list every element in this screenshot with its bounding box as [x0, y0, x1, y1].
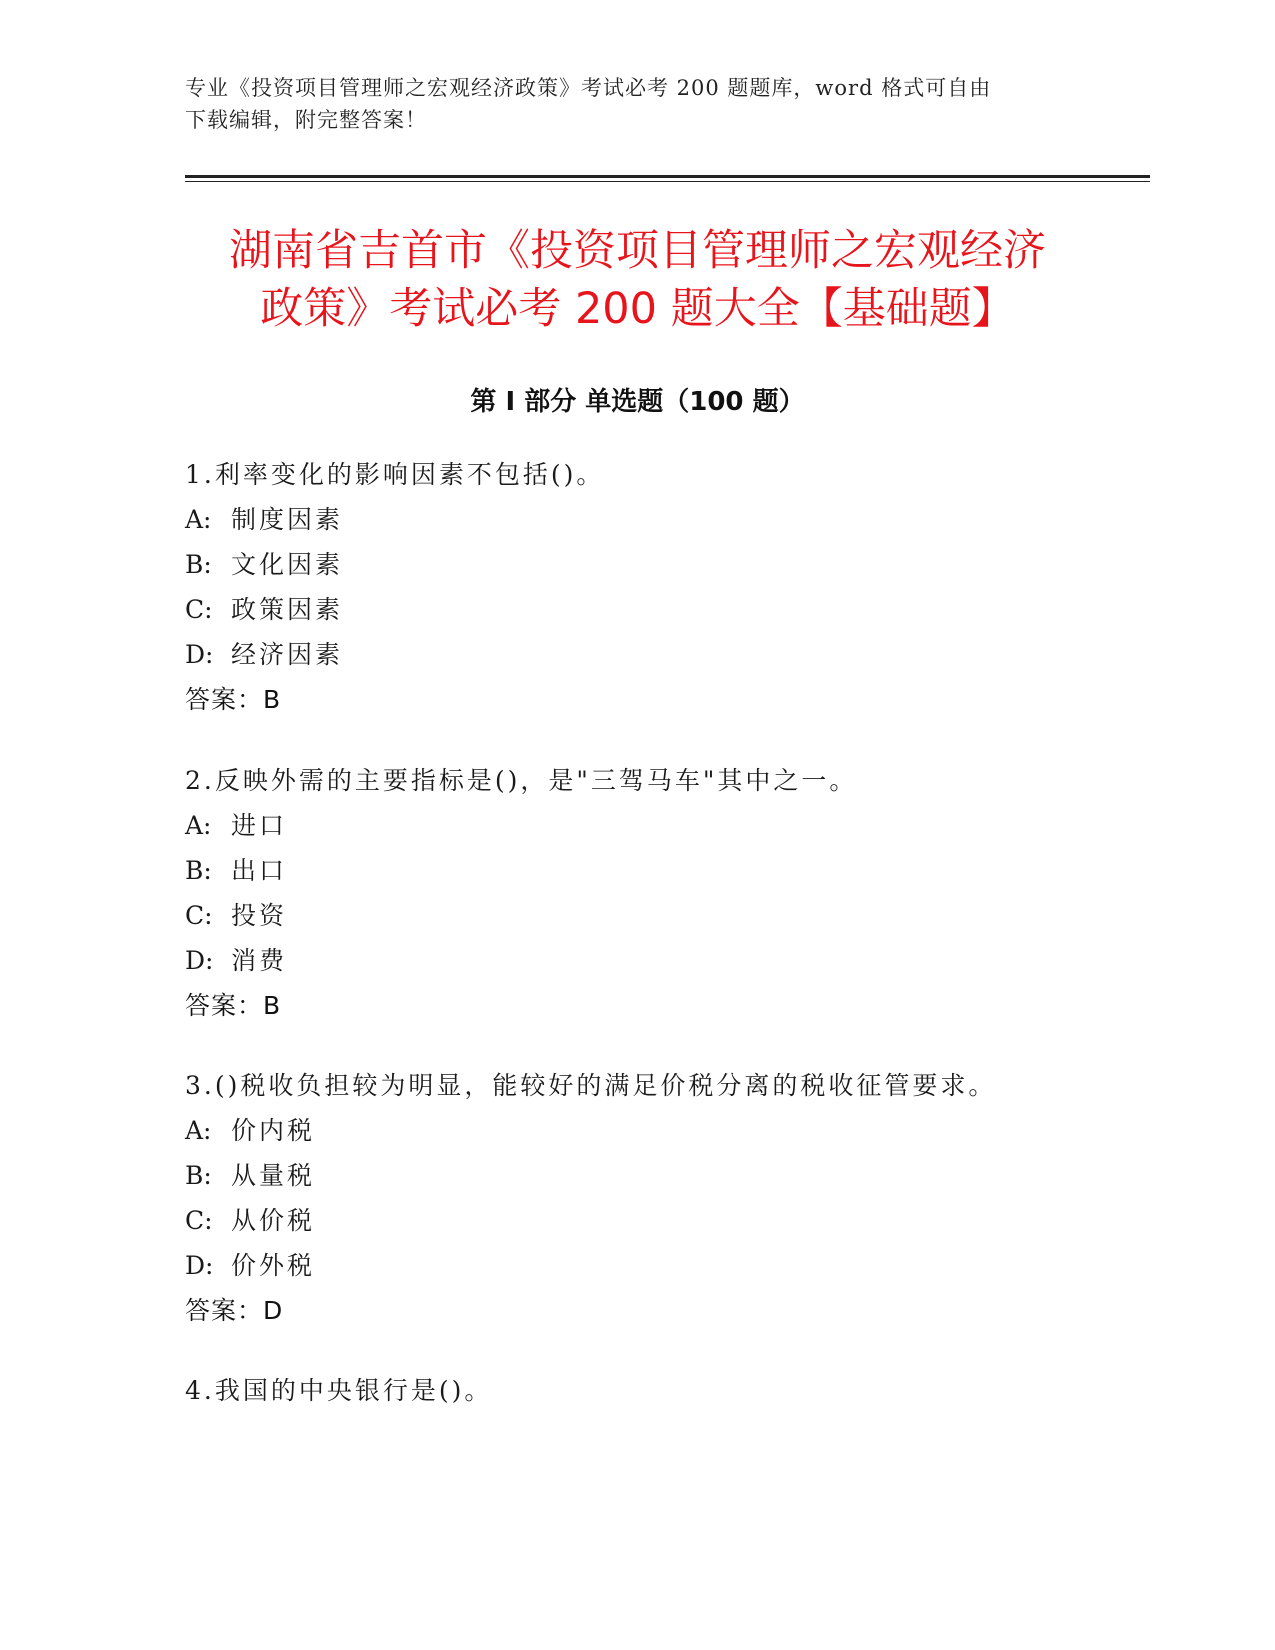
option-a: [185, 803, 1145, 848]
question-stem: 2.反映外需的主要指标是()，是"三驾马车"其中之一。: [185, 766, 858, 795]
option-text: 投资: [231, 901, 288, 930]
option-text: 制度因素: [231, 505, 344, 534]
option-d: [185, 632, 1145, 677]
header-divider-thick: [185, 175, 1150, 178]
option-c: [185, 587, 1145, 632]
option-b: [185, 848, 1145, 893]
option-text: 消费: [231, 946, 288, 975]
question-stem: 4.我国的中央银行是()。: [185, 1376, 493, 1405]
question-1: [185, 452, 1145, 722]
answer: 答案：B: [185, 685, 282, 714]
option-text: 价内税: [231, 1116, 316, 1145]
option-text: 进口: [231, 811, 288, 840]
document-title-line: 政策》考试必考 200 题大全【基础题】: [260, 284, 1015, 334]
question-3: [185, 1063, 1145, 1333]
option-key: A:: [185, 505, 212, 534]
answer: 答案：D: [185, 1296, 284, 1325]
question-2: [185, 758, 1145, 1028]
option-key: B:: [185, 1161, 212, 1190]
option-key: C:: [185, 1206, 213, 1235]
option-text: 经济因素: [231, 640, 344, 669]
option-c: [185, 1198, 1145, 1243]
option-text: 出口: [231, 856, 288, 885]
option-a: [185, 1108, 1145, 1153]
option-key: D:: [185, 640, 214, 669]
option-text: 价外税: [231, 1251, 316, 1280]
header-note-line: 专业《投资项目管理师之宏观经济政策》考试必考 200 题题库，word 格式可自由: [185, 76, 992, 100]
option-text: 政策因素: [231, 595, 344, 624]
option-text: 从价税: [231, 1206, 316, 1235]
option-c: [185, 893, 1145, 938]
option-b: [185, 1153, 1145, 1198]
option-text: 文化因素: [231, 550, 344, 579]
question-4: [185, 1368, 1145, 1413]
option-key: A:: [185, 1116, 212, 1145]
option-key: C:: [185, 901, 213, 930]
option-key: D:: [185, 946, 214, 975]
option-key: B:: [185, 550, 212, 579]
option-key: C:: [185, 595, 213, 624]
option-d: [185, 1243, 1145, 1288]
option-d: [185, 938, 1145, 983]
answer: 答案：B: [185, 991, 282, 1020]
option-text: 从量税: [231, 1161, 316, 1190]
question-stem: 3.()税收负担较为明显，能较好的满足价税分离的税收征管要求。: [185, 1071, 997, 1100]
header-divider-thin: [185, 181, 1150, 182]
option-b: [185, 542, 1145, 587]
option-key: B:: [185, 856, 212, 885]
section-heading: 第 I 部分 单选题（100 题）: [470, 387, 805, 417]
option-key: D:: [185, 1251, 214, 1280]
header-note: [185, 72, 1085, 136]
option-key: A:: [185, 811, 212, 840]
question-stem: 1.利率变化的影响因素不包括()。: [185, 460, 605, 489]
option-a: [185, 497, 1145, 542]
document-title: [150, 222, 1125, 338]
document-title-line: 湖南省吉首市《投资项目管理师之宏观经济: [229, 226, 1046, 276]
header-note-line: 下载编辑，附完整答案！: [185, 108, 427, 132]
